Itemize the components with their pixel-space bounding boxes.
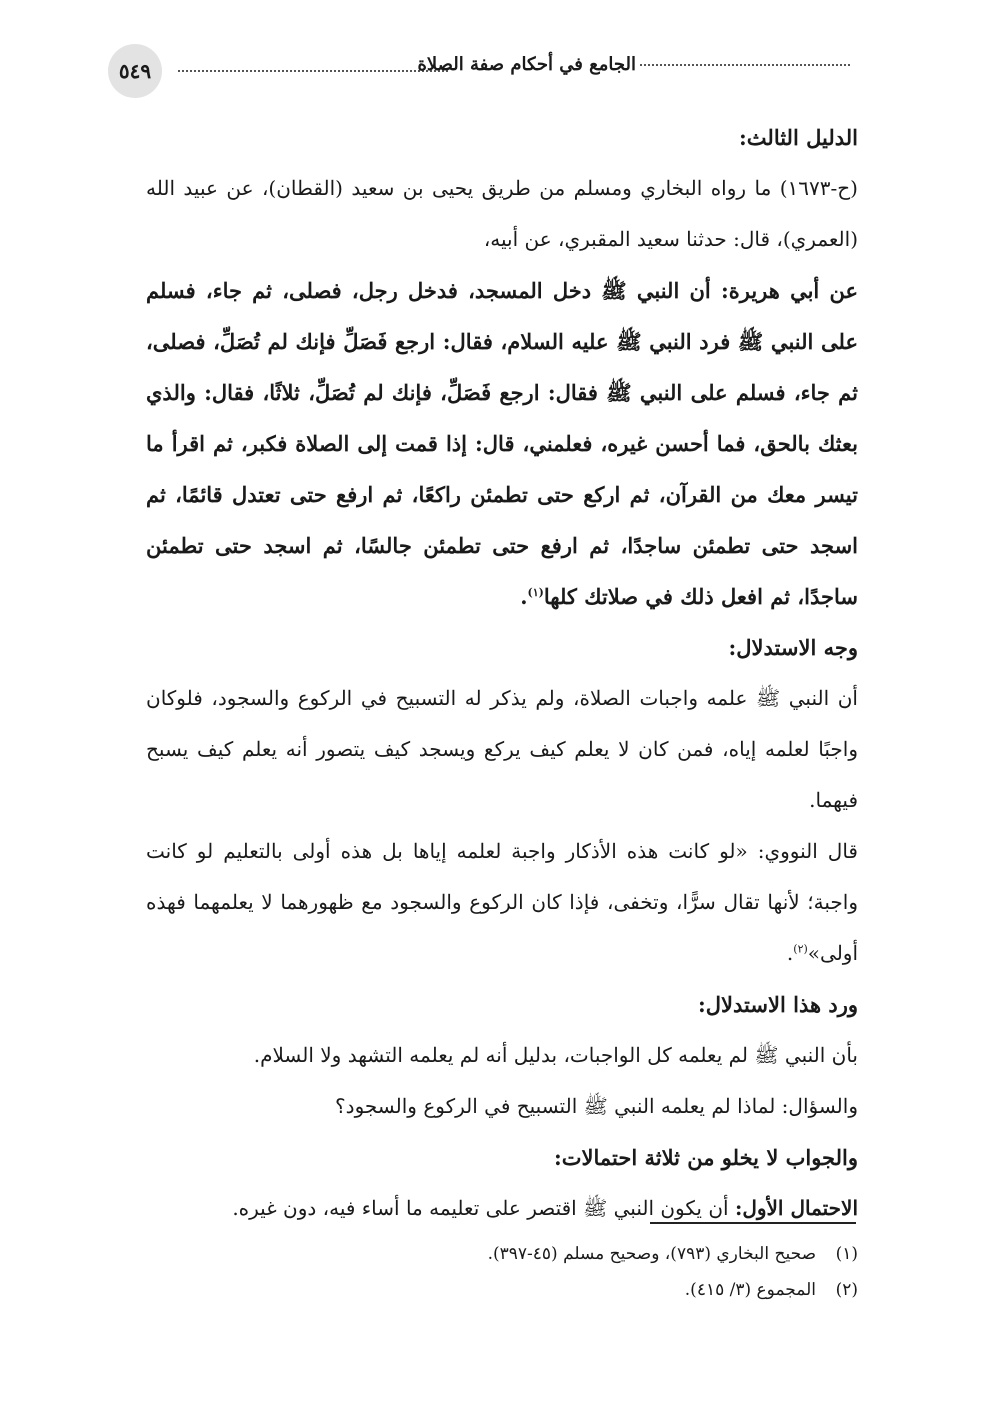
footnote-ref-1[interactable]: (١) [527,586,544,599]
heading-objection: ورد هذا الاستدلال: [698,992,858,1017]
footnote-1 [146,1236,858,1272]
heading-answer: والجواب لا يخلو من ثلاثة احتمالات: [553,1145,858,1170]
footnote-ref-2[interactable]: (٢) [793,942,808,956]
footnote-number: (٢) [835,1280,858,1300]
hadith-chain-paragraph: (ح-١٦٧٣) ما رواه البخاري ومسلم من طريق يحيى بن سعيد (القطان)، عن عبيد الله (العمري)، قال: حدثنا سعيد المقبري، عن أبيه، [146,176,858,251]
footnote-text: صحيح البخاري (٧٩٣)، وصحيح مسلم (٤٥-٣٩٧). [487,1244,816,1264]
first-possibility-label: الاحتمال الأول: [734,1196,858,1220]
hadith-end: . [520,584,528,609]
page-number: ٥٤٩ [108,44,162,98]
footnote-separator [650,1222,856,1224]
page-header [108,40,848,96]
heading-third-evidence: الدليل الثالث: [739,125,858,150]
first-possibility-paragraph [146,1183,858,1234]
heading-inference: وجه الاستدلال: [728,635,858,660]
hadith-text [146,265,858,622]
nawawi-quote-end: . [786,941,794,965]
hadith-body: عن أبي هريرة: أن النبي ﷺ دخل المسجد، فدخل رجل، فصلى، ثم جاء، فسلم على النبي ﷺ فرد النبي ﷺ عليه السلام، فقال: ارجع فَصَلِّ فإنك لم تُصَلِّ، فصلى، ثم جاء، فسلم على النبي ﷺ فقال: ارجع فَصَلِّ، فإنك لم تُصَلِّ، ثلاثًا، فقال: والذي بعثك بالحق، فما أحسن غيره، فعلمني، قال: إذا قمت إلى الصلاة فكبر، ثم اقرأ ما تيسر معك من القرآن، ثم اركع حتى تطمئن راكعًا، ثم ارفع حتى تعتدل قائمًا، ثم اسجد حتى تطمئن ساجدًا، ثم ارفع حتى تطمئن جالسًا، ثم اسجد حتى تطمئن ساجدًا، ثم افعل ذلك في صلاتك كلها [146,278,858,609]
nawawi-quote: قال النووي: «لو كانت هذه الأذكار واجبة لعلمه إياها بل هذه أولى بالتعليم لو كانت واجبة؛ لأنها تقال سرًّا، وتخفى، فإذا كان الركوع والسجود مع ظهورهما لا يعلمهما فهذه أولى» [146,839,858,965]
footnote-number: (١) [835,1244,858,1264]
inference-paragraph: أن النبي ﷺ علمه واجبات الصلاة، ولم يذكر له التسبيح في الركوع والسجود، فلوكان واجبًا لعلمه إياه، فمن كان لا يعلم كيف يركع ويسجد كيف يتصور أنه يعلم كيف يسبح فيهما. [146,686,858,812]
footnote-text: المجموع (٣/ ٤١٥). [684,1280,816,1300]
question-paragraph: والسؤال: لماذا لم يعلمه النبي ﷺ التسبيح في الركوع والسجود؟ [335,1094,858,1118]
nawawi-quote-paragraph [146,826,858,979]
header-dotted-leader-right [640,64,850,66]
book-title: الجامع في أحكام صفة الصلاة [417,54,636,75]
header-dotted-leader-left [178,70,448,72]
footnote-2 [146,1272,858,1308]
main-text [146,112,858,1234]
first-possibility-text: أن يكون النبي ﷺ اقتصر على تعليمه ما أساء فيه، دون غيره. [232,1196,735,1220]
objection-paragraph: بأن النبي ﷺ لم يعلمه كل الواجبات، بدليل أنه لم يعلمه التشهد ولا السلام. [253,1043,858,1067]
footnotes [146,1236,858,1308]
